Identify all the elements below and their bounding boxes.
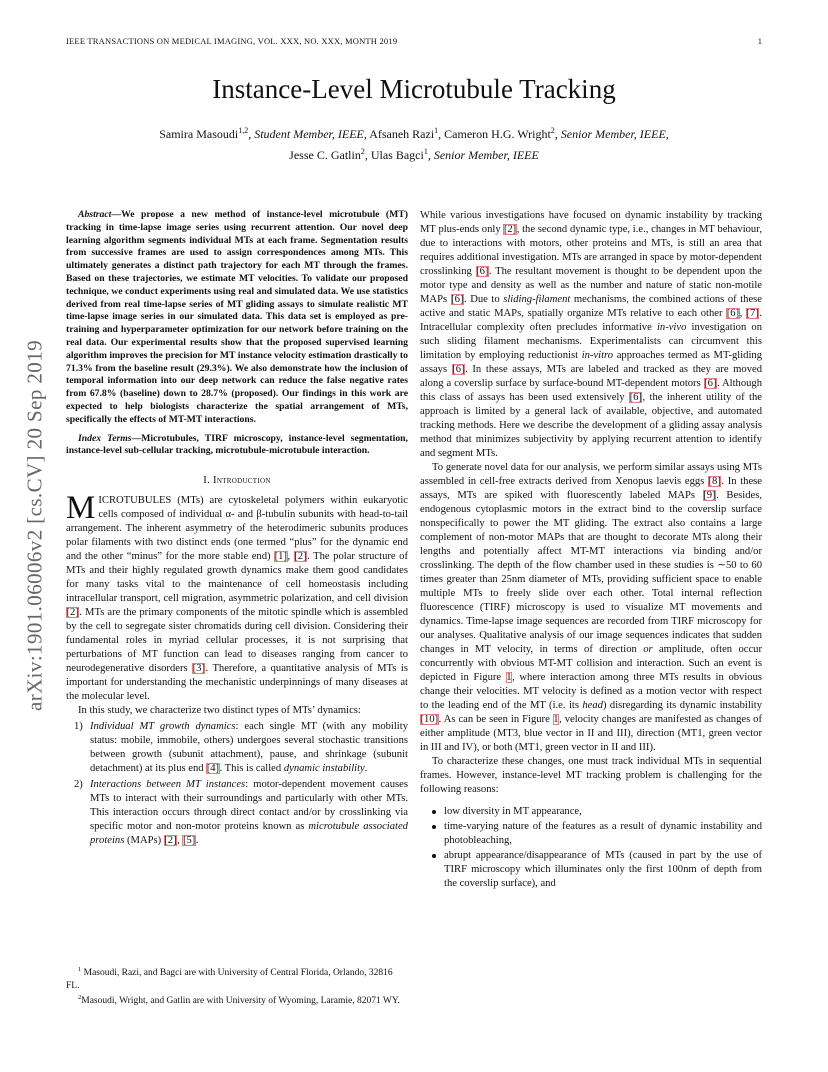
citation-link[interactable]: [1] [274, 551, 287, 563]
citation-link[interactable]: [10] [420, 714, 439, 725]
list-item: 2) Interactions between MT instances: motor-dependent movement causes MTs to interact with their surroundings and particularly with other MTs. This interaction occurs through direct contact and/or by crosslinking via specific motor and non-motor proteins known as microtubule associated proteins (MAPs) [2], [5]. [74, 779, 408, 847]
list-item: time-varying nature of the features as a result of dynamic instability and photobleaching, [420, 820, 762, 848]
author-line-1: Samira Masoudi$^{1,2}$, Student Member, IEEE, Afsaneh Razi$^1$, Cameron H.G. Wright$^2$, Senior Member, IEEE, [159, 126, 669, 141]
citation-link[interactable]: [2] [503, 224, 517, 235]
intro-paragraph-2: In this study, we characterize two distinct types of MTs’ dynamics: [78, 705, 361, 717]
body-paragraph: To generate novel data for our analysis, we perform similar assays using MTs assembled in cell-free extracts derived from Xenopus laevis eggs [8]. In these assays, MTs are spiked with fluorescently labeled MAPs [9]. Besides, endogenous cytoplasmic motors in the extract bind to the coverslip surface nonspecifically to power the MT gliding. The extract also contains a large complement of non-motor MAPs that are thought to decorate MTs along their lengths and potentially affect MT-MT interactions via binding and/or crosslinking. The depth of the flow chamber used in these studies is ∼50 to 60 times greater than 25nm diameter of MTs, providing sufficient space to enable multiple MTs to freely slide over each other. Total internal reflection fluorescence (TIRF) microscopy is used to visualize MT movements and dynamics. Time-lapse image sequences are recorded from TIRF microscopy for our analyses. Qualitative analysis of our image sequences indicates that sudden changes in MT velocity, in terms of direction or amplitude, often occur concurrently with obvious MT-MT collision and interaction. Such an event is depicted in Figure 1, where interaction among three MTs results in obvious change their velocities. MT velocity is defined as a motion vector with respect to the leading end of the MT (i.e. its head) disregarding its dynamic instability [10]. As can be seen in Figure 1, velocity changes are manifested as changes of either amplitude (MT3, blue vector in II and III), direction (MT1, green vector in III and IV), or both (MT1, green vector in II and III). [420, 462, 762, 753]
bullet-icon [432, 810, 436, 814]
paper-title: Instance-Level Microtubule Tracking [212, 74, 616, 104]
citation-link[interactable]: [2] [164, 835, 177, 847]
intro-paragraph-1: MICROTUBULES (MTs) are cytoskeletal polymers within eukaryotic cells composed of individual α- and β-tubulin subunits with head-to-tail arrangement. The inherent asymmetry of the heterodimeric subunits produces polar filaments with two distinct ends (one termed “plus” for the dynamic end and the other “minus” for the more stable end) [1], [2]. The polar structure of MTs and their highly regulated growth dynamics make them good candidates for many tasks vital to the maintenance of cell homeostasis including intracellular transport, cell migration, asymmetric polarization, and cell division [2]. MTs are the primary components of the mitotic spindle which is assembled by the cell to segregate sister chromatids during cell division. Considering their fundamental roles in myriad cellular processes, it is not surprising that perturbations of MT function can lead to diseases ranging from cancer to neurodegenerative disorders [3]. Therefore, a quantitative analysis of MTs is important for understanding the mechanistic underpinnings of many diseases at the molecular level. [66, 490, 409, 703]
citation-link[interactable]: [5] [182, 835, 196, 847]
page-number: 1 [757, 36, 762, 46]
author-block [66, 122, 762, 164]
footnotes [66, 964, 408, 1008]
citation-link[interactable]: [4] [206, 763, 220, 775]
section-heading: I. Introduction [203, 475, 271, 487]
bullet-icon [432, 825, 436, 829]
footnote-2: $^2$Masoudi, Wright, and Gatlin are with University of Wyoming, Laramie, 82071 WY. [78, 994, 400, 1007]
footnote-1: $^1$ Masoudi, Razi, and Bagci are with University of Central Florida, Orlando, 32816 FL. [66, 966, 393, 991]
citation-link[interactable]: [9] [703, 490, 716, 501]
citation-link[interactable]: [3] [192, 663, 205, 675]
left-column [66, 209, 408, 850]
dynamics-list [66, 720, 408, 848]
citation-link[interactable]: [7] [746, 308, 759, 319]
author-line-2: Jesse C. Gatlin$^2$, Ulas Bagci$^1$, Senior Member, IEEE [289, 147, 539, 162]
body-paragraph: While various investigations have focused on dynamic instability by tracking MT plus-ends only [2], the second dynamic type, i.e., changes in MT behaviour, due to interactions with motors, other proteins and MTs, is still an area that requires additional investigation. MTs are arranged in space by motor-dependent crosslinking [6]. The resultant movement is thought to be dependent upon the motor type and density as well as the number and nature of static non-motile MAPs [6]. Due to sliding-filament mechanisms, the combined actions of these active and static MAPs, spatially organize MTs relative to each other [6], [7]. Intracellular complexity often precludes informative in-vivo investigation on such sliding filament mechanisms. Experimentalists can circumvent this limitation by employing reductionist in-vitro approaches termed as MT-gliding assays [6]. In these assays, MTs are labeled and tracked as they are moved along a coverslip surface by surface-bound MT-dependent motors [6]. Although this class of assays has been used extensively [6], the inherent utility of the approach is limited by a general lack of available, objective, and automated tracking methods. Here we describe the development of a gliding assay analysis method that minimizes subjectivity by applying recurrent attention to identify and segment MTs. [420, 210, 763, 459]
list-item: low diversity in MT appearance, [420, 805, 762, 819]
arxiv-stamp: arXiv:1901.06006v2 [cs.CV] 20 Sep 2019 [22, 339, 47, 711]
figure-link[interactable]: 1 [553, 714, 559, 725]
abstract: Abstract—We propose a new method of instance-level microtubule (MT) tracking in time-lapse image series using recurrent attention. Our novel deep learning algorithm segments individual MTs at each frame. Segmentation results from successive frames are used to assign correspondences among MTs. This ultimately generates a distinct path trajectory for each MT through the frames. Based on these trajectories, we estimate MT velocities. To validate our proposed technique, we conduct experiments using real and simulated data. We use statistics derived from real time-lapse series of MT gliding assays to simulate realistic MT time-lapse image series in our simulated data. This data set is employed as pre-training and hyperparameter optimization for our network before training on the real data. Our experimental results show that the proposed supervised learning algorithm improves the precision for MT instance velocity estimation drastically to 71.3% from the baseline result (29.3%). We also demonstrate how the inclusion of temporal information into our deep network can reduce the false negative rates from 67.8% (baseline) down to 28.7% (proposed). Our findings in this work are expected to help biologists characterize the spatial arrangement of MTs, specifically the effects of MT-MT interactions. [66, 209, 408, 425]
index-terms: Index Terms—Microtubules, TIRF microscopy, instance-level segmentation, instance-level sub-cellular tracking, microtubule-microtubule interaction. [66, 432, 408, 457]
drop-cap: M [66, 490, 96, 527]
citation-link[interactable]: [8] [708, 476, 721, 487]
body-paragraph: To characterize these changes, one must track individual MTs in sequential frames. However, instance-level MT tracking problem is challenging for the following reasons: [420, 756, 762, 795]
right-column [420, 209, 762, 892]
citation-link[interactable]: [6] [451, 294, 464, 305]
citation-link[interactable]: [6] [704, 378, 717, 389]
citation-link[interactable]: [6] [629, 392, 642, 403]
figure-link[interactable]: 1 [506, 672, 512, 683]
citation-link[interactable]: [6] [476, 266, 489, 277]
list-item: 1) Individual MT growth dynamics: each single MT (with any mobility status: mobile, immobile, others) undergoes several stochastic transitions between growth (subunit attachment), pause, and shrinkage (subunit detachment) at its plus end [4]. This is called dynamic instability. [74, 721, 408, 775]
challenges-list [420, 805, 762, 891]
bullet-icon [432, 854, 436, 858]
citation-link[interactable]: [6] [452, 364, 465, 375]
citation-link[interactable]: [2] [66, 607, 79, 619]
citation-link[interactable]: [6] [726, 308, 740, 319]
running-header: IEEE TRANSACTIONS ON MEDICAL IMAGING, VOL. XXX, NO. XXX, MONTH 2019 [66, 36, 398, 46]
list-item: abrupt appearance/disappearance of MTs (caused in part by the use of TIRF microscopy which illuminates only the first 100nm of depth from the coverslip surface), and [420, 849, 762, 891]
citation-link[interactable]: [2] [294, 551, 307, 563]
